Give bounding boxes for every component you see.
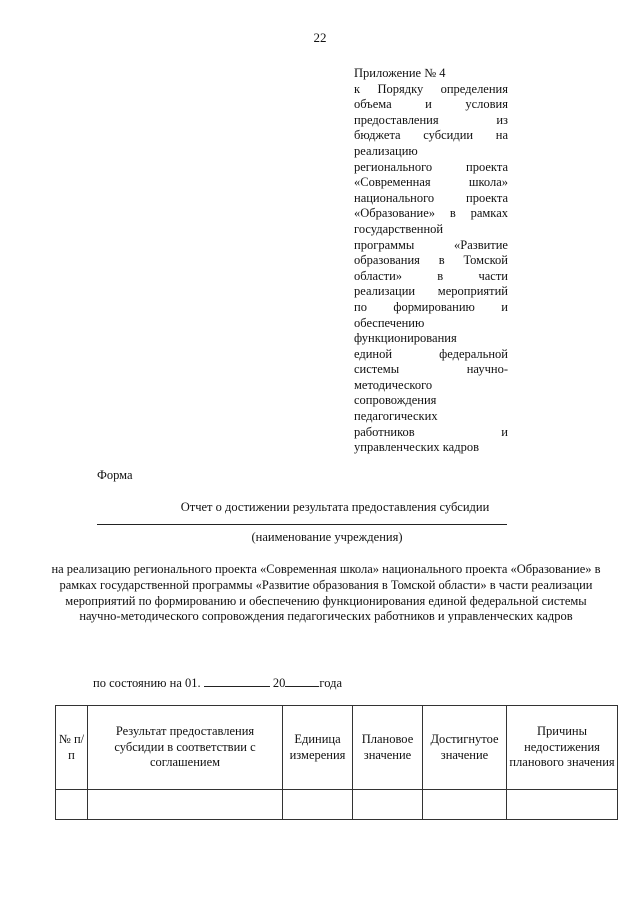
report-description: на реализацию регионального проекта «Современная школа» национального проекта «Образование» в рамках государственной программы «Развитие образования в Томской области» в части реализации мероприятий по формированию и обеспечению функционирования единой федеральной системы научно-методического сопровождения педагогических работников и управленческих кадров <box>51 562 601 624</box>
appendix-line: работников и <box>354 424 508 439</box>
header-achieved-value: Достигнутое значение <box>423 706 507 790</box>
table-cell <box>88 790 283 820</box>
as-of-prefix: по состоянию на 01. <box>93 676 201 690</box>
appendix-line: по формированию и <box>354 299 508 314</box>
organization-name-line <box>97 524 507 525</box>
organization-name-caption: (наименование учреждения) <box>251 530 403 544</box>
appendix-line: «Современная школа» <box>354 175 508 190</box>
header-result: Результат предоставления субсидии в соответствии с соглашением <box>88 706 283 790</box>
appendix-line: функционирования <box>354 331 457 346</box>
page-number: 22 <box>313 30 327 45</box>
table-cell <box>56 790 88 820</box>
appendix-line: сопровождения <box>354 393 437 408</box>
report-table <box>55 705 618 820</box>
table-row <box>56 790 618 820</box>
appendix-line: к Порядку определения <box>354 81 508 96</box>
appendix-block <box>354 66 508 456</box>
appendix-title: Приложение № 4 <box>354 66 446 80</box>
appendix-line: бюджета субсидии на <box>354 128 508 143</box>
appendix-line: реализацию <box>354 143 418 158</box>
appendix-line: объема и условия <box>354 97 508 112</box>
appendix-line: программы «Развитие <box>354 237 508 252</box>
appendix-line: реализации мероприятий <box>354 284 508 299</box>
appendix-line: государственной <box>354 221 444 236</box>
year-blank <box>285 676 319 687</box>
appendix-line: системы научно- <box>354 362 508 377</box>
appendix-line: управленческих кадров <box>354 440 479 455</box>
header-number: № п/п <box>56 706 88 790</box>
month-blank <box>204 676 270 687</box>
as-of-middle: 20 <box>272 676 286 690</box>
appendix-line: образования в Томской <box>354 253 508 268</box>
table-cell <box>283 790 353 820</box>
appendix-line: обеспечению <box>354 315 425 330</box>
appendix-line: единой федеральной <box>354 346 508 361</box>
table-cell <box>507 790 618 820</box>
appendix-line: национального проекта <box>354 190 508 205</box>
header-unit: Единица измерения <box>283 706 353 790</box>
as-of-suffix: года <box>319 676 342 690</box>
appendix-line: предоставления из <box>354 112 508 127</box>
table-header-row <box>56 706 618 790</box>
as-of-date-line <box>93 676 342 691</box>
header-planned-value: Плановое значение <box>353 706 423 790</box>
report-title: Отчет о достижении результата предоставления субсидии <box>180 500 490 514</box>
header-reasons: Причины недостижения планового значения <box>507 706 618 790</box>
appendix-line: «Образование» в рамках <box>354 206 508 221</box>
appendix-line: методического <box>354 377 433 392</box>
table-cell <box>353 790 423 820</box>
appendix-line: педагогических <box>354 409 438 424</box>
appendix-line: области» в части <box>354 268 508 283</box>
table-cell <box>423 790 507 820</box>
appendix-line: регионального проекта <box>354 159 508 174</box>
form-label: Форма <box>97 468 133 482</box>
